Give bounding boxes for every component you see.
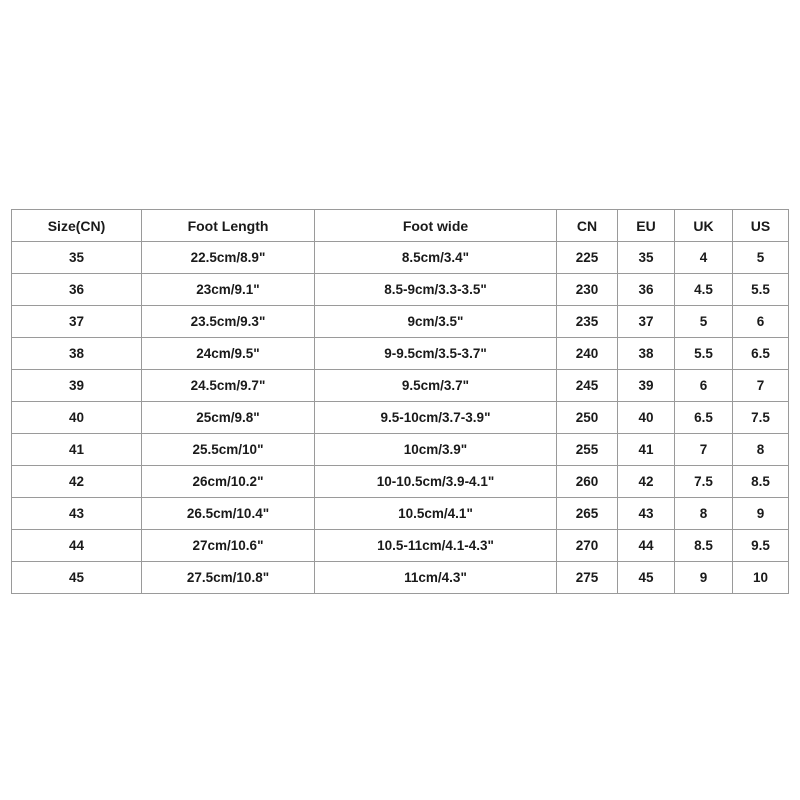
cell-size-cn: 37 — [12, 306, 142, 338]
cell-eu: 35 — [618, 242, 675, 274]
cell-cn: 265 — [557, 498, 618, 530]
cell-cn: 275 — [557, 562, 618, 594]
table-row — [12, 434, 789, 466]
cell-eu: 38 — [618, 338, 675, 370]
cell-us: 6 — [733, 306, 789, 338]
table-row — [12, 402, 789, 434]
cell-foot-wide: 8.5cm/3.4" — [315, 242, 557, 274]
cell-foot-wide: 9.5-10cm/3.7-3.9" — [315, 402, 557, 434]
cell-cn: 260 — [557, 466, 618, 498]
cell-size-cn: 40 — [12, 402, 142, 434]
cell-cn: 240 — [557, 338, 618, 370]
cell-size-cn: 44 — [12, 530, 142, 562]
cell-foot-wide: 10-10.5cm/3.9-4.1" — [315, 466, 557, 498]
cell-uk: 5 — [675, 306, 733, 338]
column-header-eu: EU — [618, 210, 675, 242]
cell-uk: 6.5 — [675, 402, 733, 434]
header-row — [12, 210, 789, 242]
cell-us: 7.5 — [733, 402, 789, 434]
table-row — [12, 338, 789, 370]
cell-us: 8.5 — [733, 466, 789, 498]
cell-size-cn: 36 — [12, 274, 142, 306]
column-header-foot-wide: Foot wide — [315, 210, 557, 242]
cell-foot-wide: 10.5cm/4.1" — [315, 498, 557, 530]
size-chart-body — [12, 242, 789, 594]
cell-eu: 42 — [618, 466, 675, 498]
cell-cn: 270 — [557, 530, 618, 562]
cell-foot-length: 27cm/10.6" — [142, 530, 315, 562]
cell-uk: 7 — [675, 434, 733, 466]
cell-us: 7 — [733, 370, 789, 402]
cell-uk: 4 — [675, 242, 733, 274]
cell-us: 5 — [733, 242, 789, 274]
cell-cn: 255 — [557, 434, 618, 466]
cell-size-cn: 35 — [12, 242, 142, 274]
cell-uk: 4.5 — [675, 274, 733, 306]
cell-eu: 36 — [618, 274, 675, 306]
cell-foot-wide: 10cm/3.9" — [315, 434, 557, 466]
cell-foot-length: 23cm/9.1" — [142, 274, 315, 306]
cell-foot-wide: 9.5cm/3.7" — [315, 370, 557, 402]
cell-uk: 8.5 — [675, 530, 733, 562]
cell-foot-length: 26cm/10.2" — [142, 466, 315, 498]
cell-size-cn: 45 — [12, 562, 142, 594]
cell-us: 9.5 — [733, 530, 789, 562]
cell-us: 9 — [733, 498, 789, 530]
cell-cn: 250 — [557, 402, 618, 434]
cell-size-cn: 39 — [12, 370, 142, 402]
table-row — [12, 306, 789, 338]
cell-foot-wide: 9-9.5cm/3.5-3.7" — [315, 338, 557, 370]
cell-foot-wide: 8.5-9cm/3.3-3.5" — [315, 274, 557, 306]
cell-foot-wide: 11cm/4.3" — [315, 562, 557, 594]
cell-eu: 40 — [618, 402, 675, 434]
column-header-us: US — [733, 210, 789, 242]
cell-uk: 6 — [675, 370, 733, 402]
cell-cn: 225 — [557, 242, 618, 274]
table-row — [12, 274, 789, 306]
cell-eu: 39 — [618, 370, 675, 402]
size-chart-header — [12, 210, 789, 242]
column-header-size-cn: Size(CN) — [12, 210, 142, 242]
cell-size-cn: 43 — [12, 498, 142, 530]
cell-foot-length: 25cm/9.8" — [142, 402, 315, 434]
cell-foot-length: 27.5cm/10.8" — [142, 562, 315, 594]
cell-us: 6.5 — [733, 338, 789, 370]
cell-foot-length: 24cm/9.5" — [142, 338, 315, 370]
cell-eu: 41 — [618, 434, 675, 466]
cell-eu: 37 — [618, 306, 675, 338]
size-chart-table — [11, 209, 789, 594]
cell-foot-length: 22.5cm/8.9" — [142, 242, 315, 274]
cell-foot-length: 26.5cm/10.4" — [142, 498, 315, 530]
table-row — [12, 370, 789, 402]
cell-size-cn: 41 — [12, 434, 142, 466]
cell-foot-length: 23.5cm/9.3" — [142, 306, 315, 338]
cell-cn: 245 — [557, 370, 618, 402]
cell-uk: 9 — [675, 562, 733, 594]
cell-eu: 43 — [618, 498, 675, 530]
cell-foot-length: 24.5cm/9.7" — [142, 370, 315, 402]
cell-us: 8 — [733, 434, 789, 466]
table-row — [12, 466, 789, 498]
cell-cn: 235 — [557, 306, 618, 338]
cell-foot-wide: 10.5-11cm/4.1-4.3" — [315, 530, 557, 562]
cell-us: 10 — [733, 562, 789, 594]
table-row — [12, 242, 789, 274]
column-header-cn: CN — [557, 210, 618, 242]
cell-cn: 230 — [557, 274, 618, 306]
cell-foot-length: 25.5cm/10" — [142, 434, 315, 466]
cell-foot-wide: 9cm/3.5" — [315, 306, 557, 338]
cell-size-cn: 42 — [12, 466, 142, 498]
cell-eu: 45 — [618, 562, 675, 594]
cell-eu: 44 — [618, 530, 675, 562]
cell-us: 5.5 — [733, 274, 789, 306]
cell-uk: 7.5 — [675, 466, 733, 498]
column-header-uk: UK — [675, 210, 733, 242]
cell-uk: 8 — [675, 498, 733, 530]
table-row — [12, 498, 789, 530]
table-row — [12, 530, 789, 562]
cell-size-cn: 38 — [12, 338, 142, 370]
table-row — [12, 562, 789, 594]
cell-uk: 5.5 — [675, 338, 733, 370]
column-header-foot-length: Foot Length — [142, 210, 315, 242]
